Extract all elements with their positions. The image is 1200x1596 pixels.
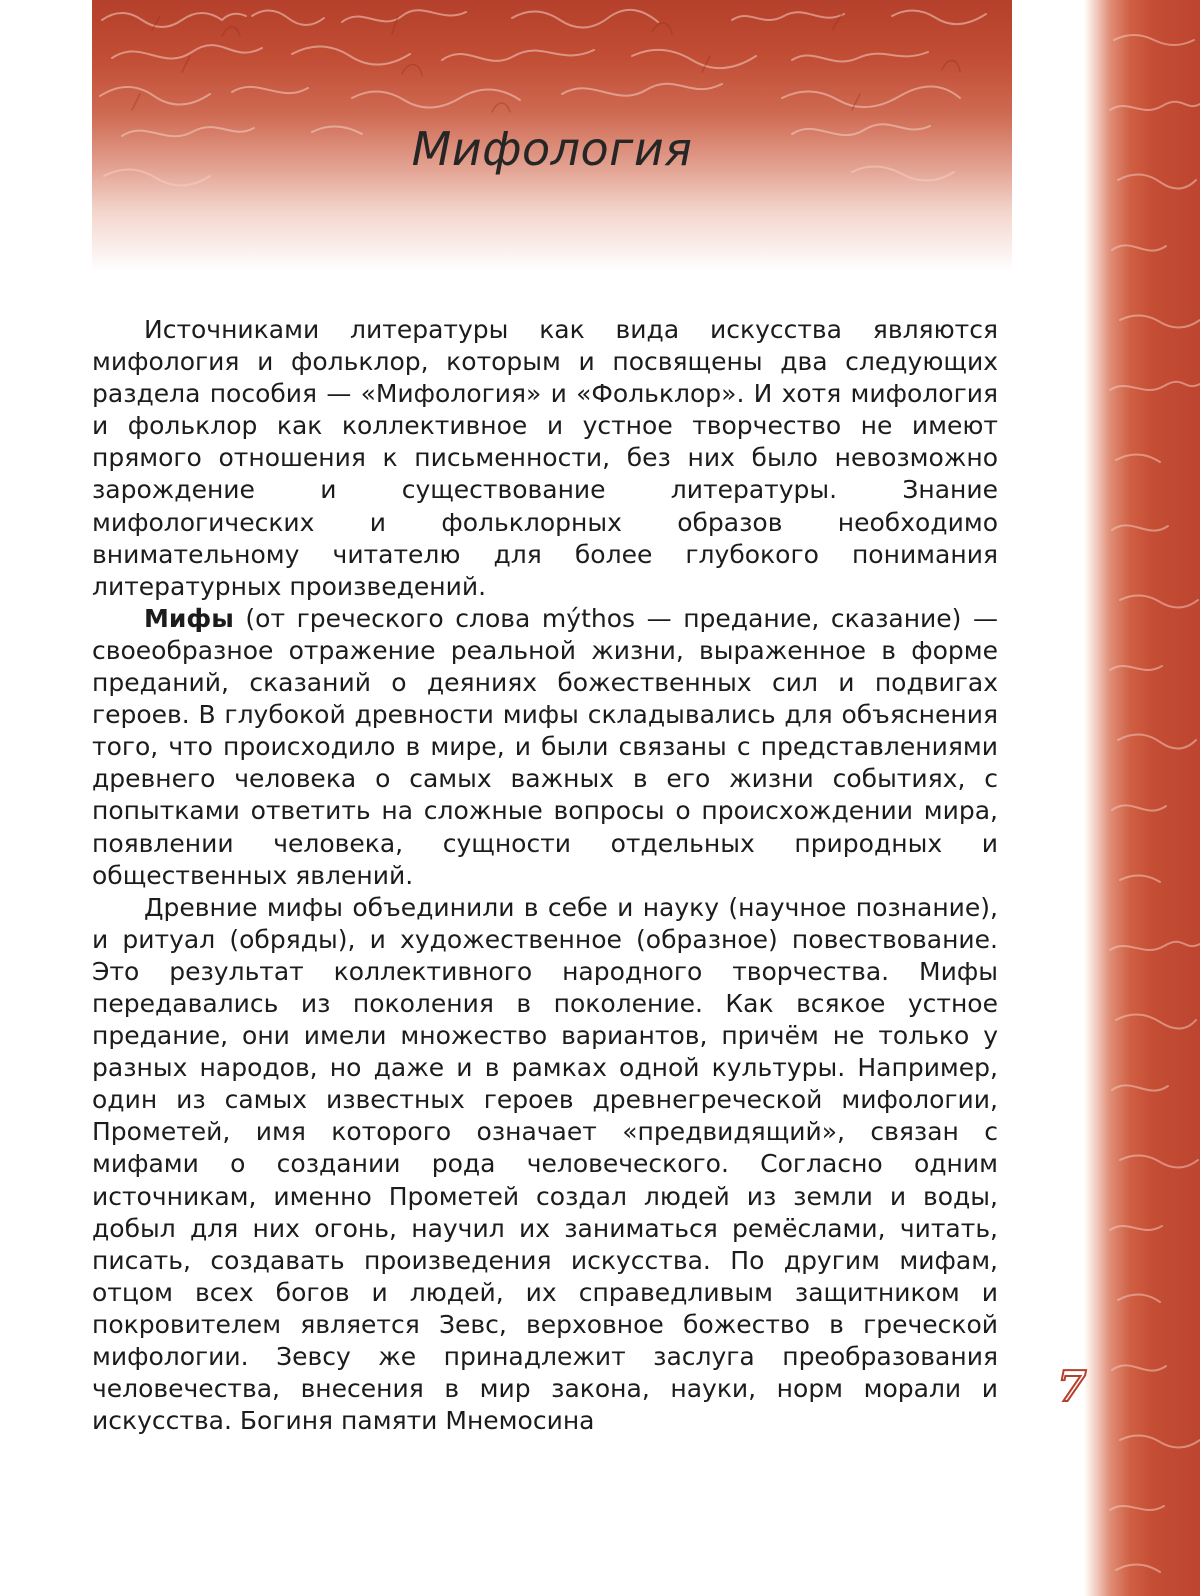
paragraph-3: Древние мифы объединили в себе и науку (научное познание), и ритуал (обряды), и художественное (образное) повествование. Это результат коллективного народного творчества. Мифы передавались из поколения в поколение. Как всякое устное предание, они имели множество вариантов, причём не только у разных народов, но даже и в рамках одной культуры. Например, один из самых известных героев древнегреческой мифологии, Прометей, имя которого означает «предвидящий», связан с мифами о создании рода человеческого. Согласно одним источникам, именно Прометей создал людей из земли и воды, добыл для них огонь, научил их заниматься ремёслами, читать, писать, создавать произведения искусства. По другим мифам, отцом всех богов и людей, их справедливым защитником и покровителем является Зевс, верховное божество в греческой мифологии. Зевсу же принадлежит заслуга преобразования человечества, внесения в мир закона, науки, норм морали и искусства. Богиня памяти Мнемосина xyxy=(92,892,998,1436)
paragraph-2-text: (от греческого слова mýthos — предание, сказание) — своеобразное отражение реальной жизни, выраженное в форме преданий, сказаний о деяниях божественных сил и подвигах героев. В глубокой древности мифы складывались для объяснения того, что происходило в мире, и были связаны с представлениями древнего человека о самых важных в его жизни событиях, с попытками ответить на сложные вопросы о происхождении мира, появлении человека, сущности отдельных природных и общественных явлений. xyxy=(92,603,998,890)
body-text xyxy=(92,314,998,1437)
paragraph-1: Источниками литературы как вида искусства являются мифология и фольклор, которым и посвящены два следующих раздела пособия — «Мифология» и «Фольклор». И хотя мифология и фольклор как коллективное и устное творчество не имеют прямого отношения к письменности, без них было невозможно зарождение и существование литературы. Знание мифологических и фольклорных образов необходимо внимательному читателю для более глубокого понимания литературных произведений. xyxy=(92,315,998,601)
side-decoration xyxy=(1084,0,1200,1596)
term-myths: Мифы xyxy=(144,603,234,633)
paragraph-2 xyxy=(92,603,998,892)
side-handwriting-texture xyxy=(1084,0,1200,1596)
page-title: Мифология xyxy=(411,122,693,176)
header-banner xyxy=(92,0,1012,272)
page-number: 7 xyxy=(1057,1362,1087,1411)
